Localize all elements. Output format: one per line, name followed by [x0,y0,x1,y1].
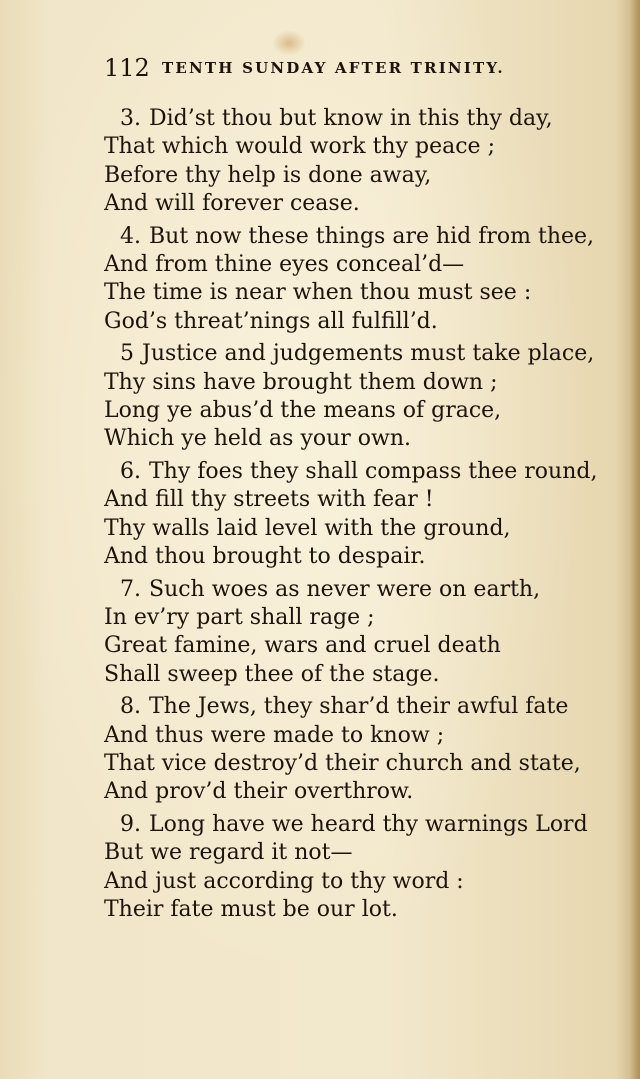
stanza-first-line [104,576,638,604]
verse-line: Great famine, wars and cruel death [104,633,501,659]
stanza [104,223,638,337]
verse-line: Thy walls laid level with the ground, [104,515,511,541]
hymn-text [104,105,638,928]
stanza-number: 8. [120,694,141,720]
verse-line: Their fate must be our lot. [104,896,398,922]
page-header [104,52,584,84]
stanza [104,576,638,690]
verse-line: But now these things are hid from thee, [149,223,595,249]
verse-line: Long have we heard thy warnings Lord [149,811,588,837]
verse-line: And will forever cease. [104,191,360,217]
verse-line: And prov’d their overthrow. [104,779,414,805]
verse-line: Justice and judgements must take place, [142,341,595,367]
stanza [104,105,638,219]
stanza-first-line [104,105,638,133]
stanza-first-line [104,811,638,839]
verse-line: Such woes as never were on earth, [149,576,541,602]
verse-line: Shall sweep thee of the stage. [104,661,440,687]
verse-line: And thou brought to despair. [104,544,426,570]
verse-line: Before thy help is done away, [104,162,432,188]
stanza-number: 6. [120,458,141,484]
stanza-number: 9. [120,811,141,837]
verse-line: In ev’ry part shall rage ; [104,604,375,630]
verse-line: The time is near when thou must see : [104,280,532,306]
stanza [104,811,638,925]
verse-line: That vice destroy’d their church and state, [104,750,581,776]
verse-line: God’s threat’nings all fulfill’d. [104,308,438,334]
page-number: 112 [104,54,150,82]
verse-line: Long ye abus’d the means of grace, [104,398,502,424]
verse-line: Did’st thou but know in this thy day, [149,106,553,131]
verse-line: Thy foes they shall compass thee round, [149,458,598,484]
verse-line: But we regard it not— [104,840,353,866]
stanza-number: 3. [120,106,141,131]
stanza-first-line [104,340,638,368]
stanza-number: 4. [120,223,141,249]
stanza-number: 5 [120,341,134,367]
verse-line: And fill thy streets with fear ! [104,487,434,513]
stanza [104,693,638,807]
stanza [104,340,638,454]
stanza-first-line [104,458,638,486]
stanza-first-line [104,693,638,721]
verse-line: Which ye held as your own. [104,426,412,452]
verse-line: The Jews, they shar’d their awful fate [149,694,569,720]
stanza [104,458,638,572]
verse-line: Thy sins have brought them down ; [104,369,498,395]
verse-line: And just according to thy word : [104,868,464,894]
verse-line: And from thine eyes conceal’d— [104,252,465,278]
verse-line: That which would work thy peace ; [104,134,495,160]
stanza-first-line [104,223,638,251]
running-head: TENTH SUNDAY AFTER TRINITY. [162,59,505,77]
stanza-number: 7. [120,576,141,602]
verse-line: And thus were made to know ; [104,722,445,748]
